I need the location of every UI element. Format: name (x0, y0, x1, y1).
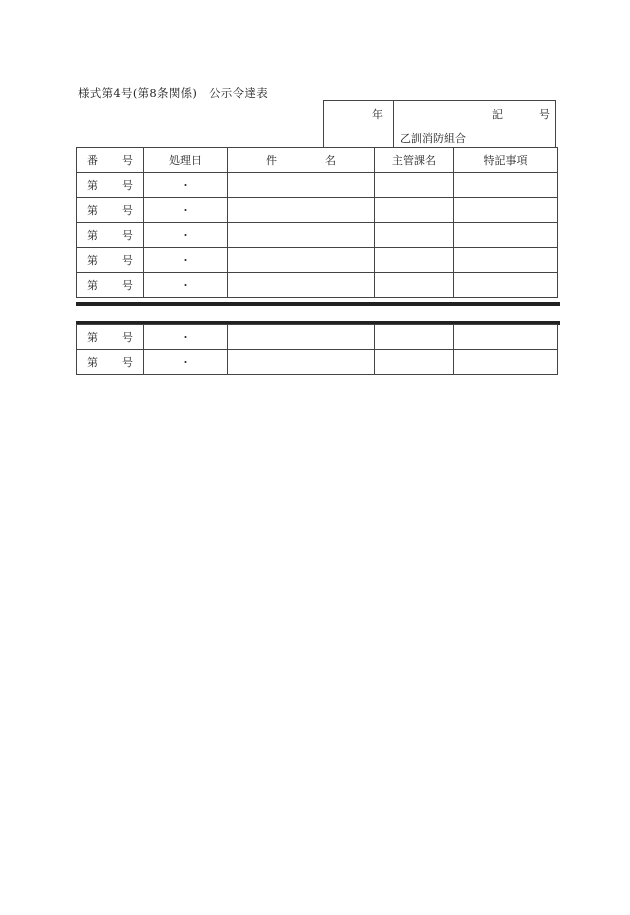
year-label: 年 (372, 108, 383, 121)
table-row (77, 350, 558, 375)
header-subject: 件 名 (228, 148, 375, 173)
row-number-cell[interactable]: 第 号 (77, 248, 144, 273)
row-notes-cell[interactable] (454, 223, 558, 248)
row-subject-cell[interactable] (228, 350, 375, 375)
row-notes-cell[interactable] (454, 273, 558, 298)
header-divider (393, 101, 394, 147)
row-date-cell[interactable]: ・ (144, 350, 228, 375)
row-date-cell[interactable]: ・ (144, 248, 228, 273)
row-department-cell[interactable] (375, 248, 454, 273)
row-department-cell[interactable] (375, 273, 454, 298)
row-number-cell[interactable]: 第 号 (77, 350, 144, 375)
row-department-cell[interactable] (375, 350, 454, 375)
row-department-cell[interactable] (375, 198, 454, 223)
row-subject-cell[interactable] (228, 198, 375, 223)
row-notes-cell[interactable] (454, 248, 558, 273)
row-number-cell[interactable]: 第 号 (77, 173, 144, 198)
row-subject-cell[interactable] (228, 325, 375, 350)
header-notes: 特記事項 (454, 148, 558, 173)
table-header-row (77, 148, 558, 173)
row-department-cell[interactable] (375, 223, 454, 248)
row-date-cell[interactable]: ・ (144, 325, 228, 350)
header-box (323, 100, 556, 147)
row-subject-cell[interactable] (228, 273, 375, 298)
row-subject-cell[interactable] (228, 248, 375, 273)
row-notes-cell[interactable] (454, 325, 558, 350)
row-notes-cell[interactable] (454, 173, 558, 198)
row-date-cell[interactable]: ・ (144, 273, 228, 298)
row-subject-cell[interactable] (228, 173, 375, 198)
row-date-cell[interactable]: ・ (144, 173, 228, 198)
record-number-label: 記 号 (492, 108, 550, 121)
row-notes-cell[interactable] (454, 350, 558, 375)
double-rule-top (76, 302, 560, 306)
row-notes-cell[interactable] (454, 198, 558, 223)
table-row (77, 198, 558, 223)
row-number-cell[interactable]: 第 号 (77, 273, 144, 298)
table-row (77, 223, 558, 248)
table-row (77, 248, 558, 273)
row-number-cell[interactable]: 第 号 (77, 223, 144, 248)
row-number-cell[interactable]: 第 号 (77, 325, 144, 350)
row-date-cell[interactable]: ・ (144, 223, 228, 248)
form-title: 様式第4号(第8条関係) 公示令達表 (78, 86, 269, 100)
row-number-cell[interactable]: 第 号 (77, 198, 144, 223)
row-department-cell[interactable] (375, 173, 454, 198)
row-department-cell[interactable] (375, 325, 454, 350)
table-row (77, 173, 558, 198)
register-table-upper (76, 147, 558, 298)
row-subject-cell[interactable] (228, 223, 375, 248)
organization-name: 乙訓消防組合 (400, 132, 466, 145)
header-number: 番 号 (77, 148, 144, 173)
register-table-lower (76, 324, 558, 375)
table-row (77, 273, 558, 298)
row-date-cell[interactable]: ・ (144, 198, 228, 223)
header-processing-date: 処理日 (144, 148, 228, 173)
header-department: 主管課名 (375, 148, 454, 173)
table-row (77, 325, 558, 350)
